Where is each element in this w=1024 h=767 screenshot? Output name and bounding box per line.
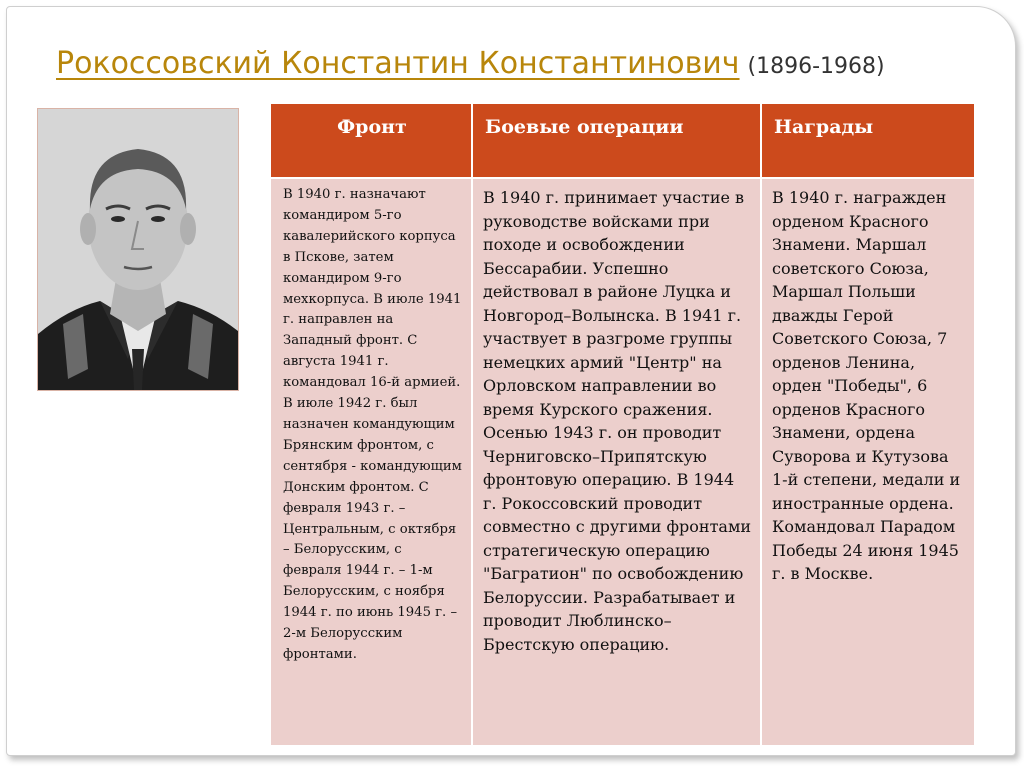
title-name: Рокоссовский Константин Константинович — [56, 46, 740, 81]
header-operations: Боевые операции — [472, 104, 761, 178]
info-table — [271, 104, 976, 745]
cell-awards: В 1940 г. награжден орденом Красного Знамени. Маршал советского Союза, Маршал Польши дважды Герой Советского Союза, 7 орденов Ленина, орден "Победы", 6 орденов Красного Знамени, ордена Суворова и Кутузова 1-й степени, медали и иностранные ордена. Командовал Парадом Победы 24 июня 1945 г. в Москве. — [761, 178, 975, 745]
cell-operations: В 1940 г. принимает участие в руководстве войсками при походе и освобождении Бессарабии. Успешно действовал в районе Луцка и Новгород–Волынска. В 1941 г. участвует в разгроме группы немецких армий "Центр" на Орловском направлении во время Курского сражения. Осенью 1943 г. он проводит Черниговско–Припятскую фронтовую операцию. В 1944 г. Рокоссовский проводит совместно с другими фронтами стратегическую операцию "Багратион" по освобождению Белоруссии. Разрабатывает и проводит Люблинско–Брестскую операцию. — [472, 178, 761, 745]
table-header-row — [271, 104, 975, 178]
portrait-photo — [37, 108, 239, 391]
header-awards: Награды — [761, 104, 975, 178]
title-years: (1896-1968) — [747, 54, 885, 79]
header-front: Фронт — [271, 104, 472, 178]
cell-front: В 1940 г. назначают командиром 5-го кавалерийского корпуса в Пскове, затем командиром 9-го мехкорпуса. В июле 1941 г. направлен на Западный фронт. С августа 1941 г. командовал 16-й армией. В июле 1942 г. был назначен командующим Брянским фронтом, с сентября - командующим Донским фронтом. С февраля 1943 г. – Центральным, с октября – Белорусским, с февраля 1944 г. – 1-м Белорусским, с ноября 1944 г. по июнь 1945 г. – 2-м Белорусским фронтами. — [271, 178, 472, 745]
slide-title — [56, 46, 885, 81]
portrait-illustration — [38, 109, 238, 390]
table-row — [271, 178, 975, 745]
